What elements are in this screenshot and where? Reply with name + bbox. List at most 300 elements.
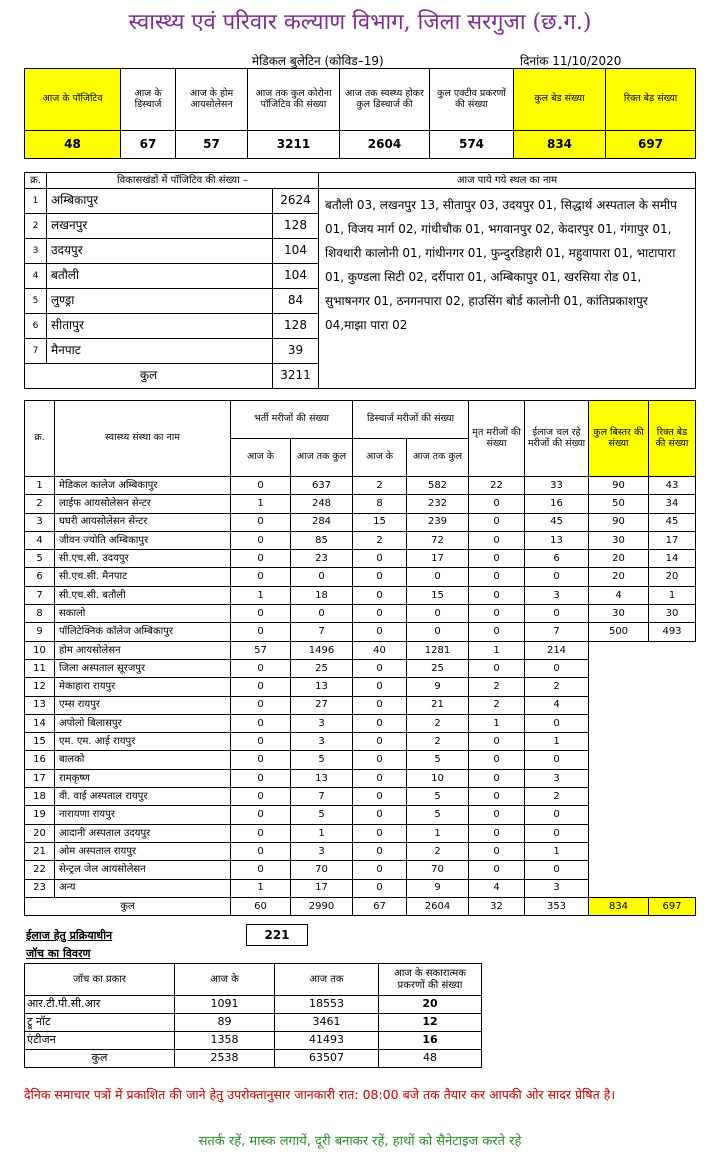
summary-value-row xyxy=(25,131,696,159)
inst-name: अपोलो बिलासपुर xyxy=(55,714,231,732)
dis-total: 2 xyxy=(407,733,469,751)
inst-total-treat: 353 xyxy=(525,897,589,915)
dis-today: 0 xyxy=(353,788,407,806)
empty-cell xyxy=(589,733,696,751)
inst-sn: 4 xyxy=(25,531,55,549)
deaths: 0 xyxy=(469,531,525,549)
dis-today: 0 xyxy=(353,824,407,842)
dis-total: 9 xyxy=(407,879,469,897)
inst-sn: 16 xyxy=(25,751,55,769)
adm-today: 0 xyxy=(231,751,291,769)
block-sn: 1 xyxy=(25,189,47,214)
tests-header: आज के xyxy=(175,964,275,996)
dis-total: 2 xyxy=(407,842,469,860)
inst-name: एम्स रायपुर xyxy=(55,696,231,714)
deaths: 0 xyxy=(469,806,525,824)
deaths: 0 xyxy=(469,769,525,787)
institution-row xyxy=(25,696,696,714)
inst-name: मेडिकल कालेज अम्बिकापुर xyxy=(55,477,231,495)
dis-today: 0 xyxy=(353,659,407,677)
dis-total: 0 xyxy=(407,605,469,623)
under-treatment: 2 xyxy=(525,678,589,696)
dis-today: 0 xyxy=(353,733,407,751)
tests-header-row xyxy=(25,964,482,996)
adm-today: 0 xyxy=(231,531,291,549)
adm-total: 85 xyxy=(291,531,353,549)
block-count: 39 xyxy=(273,339,319,364)
deaths: 0 xyxy=(469,568,525,586)
inst-name: सेन्ट्रल जेल आयसोलेसन xyxy=(55,861,231,879)
bulletin-date: दिनांक 11/10/2020 xyxy=(520,54,622,68)
test-total-label: कुल xyxy=(25,1050,175,1068)
institution-row xyxy=(25,623,696,641)
deaths: 0 xyxy=(469,842,525,860)
under-treatment: 0 xyxy=(525,659,589,677)
empty-cell xyxy=(589,861,696,879)
inst-total-vacant: 697 xyxy=(649,897,696,915)
under-treatment: 3 xyxy=(525,879,589,897)
total-beds: 20 xyxy=(589,550,649,568)
adm-total: 0 xyxy=(291,605,353,623)
institution-row xyxy=(25,769,696,787)
under-treatment: 1 xyxy=(525,733,589,751)
under-treatment: 0 xyxy=(525,751,589,769)
adm-today: 0 xyxy=(231,623,291,641)
inst-sn: 8 xyxy=(25,605,55,623)
adm-today: 1 xyxy=(231,495,291,513)
adm-today: 0 xyxy=(231,824,291,842)
footer-note: दैनिक समाचार पत्रों में प्रकाशित की जाने हेतु उपरोक्तानुसार जानकारी रात: 08:00 बजे तक तैयार कर आपकी ओर सादर प्रेषित है। xyxy=(24,1087,616,1102)
under-treatment: 45 xyxy=(525,513,589,531)
adm-today: 0 xyxy=(231,550,291,568)
adm-total-header: आज तक कुल xyxy=(291,439,353,477)
test-positive: 12 xyxy=(379,1014,482,1032)
block-sn: 3 xyxy=(25,239,47,264)
tests-row xyxy=(25,1014,482,1032)
dis-total: 1281 xyxy=(407,641,469,659)
deaths: 1 xyxy=(469,641,525,659)
adm-total: 13 xyxy=(291,769,353,787)
deaths: 4 xyxy=(469,879,525,897)
tests-header: आज तक xyxy=(275,964,379,996)
inst-name: जीवन ज्योति अम्बिकापुर xyxy=(55,531,231,549)
empty-cell xyxy=(589,696,696,714)
block-name: सीतापुर xyxy=(47,314,273,339)
test-type: एंटीजन xyxy=(25,1032,175,1050)
institution-row xyxy=(25,513,696,531)
adm-today: 1 xyxy=(231,586,291,604)
block-sn: 2 xyxy=(25,214,47,239)
adm-total: 23 xyxy=(291,550,353,568)
block-sn-header: क्र. xyxy=(25,173,47,189)
summary-value: 48 xyxy=(25,131,121,159)
inst-total-dis-today: 67 xyxy=(353,897,407,915)
inst-sn: 20 xyxy=(25,824,55,842)
institution-row xyxy=(25,531,696,549)
test-today: 89 xyxy=(175,1014,275,1032)
under-treatment: 4 xyxy=(525,696,589,714)
total-beds: 20 xyxy=(589,568,649,586)
inst-name: सकालो xyxy=(55,605,231,623)
adm-today: 0 xyxy=(231,714,291,732)
dis-today: 0 xyxy=(353,623,407,641)
adm-today: 0 xyxy=(231,788,291,806)
inst-sn: 13 xyxy=(25,696,55,714)
block-count: 104 xyxy=(273,239,319,264)
adm-total: 284 xyxy=(291,513,353,531)
adm-today: 0 xyxy=(231,769,291,787)
block-row xyxy=(25,189,696,214)
admitted-header: भर्ती मरीजों की संख्या xyxy=(231,401,353,439)
dis-total: 9 xyxy=(407,678,469,696)
adm-today: 0 xyxy=(231,513,291,531)
dis-today: 0 xyxy=(353,806,407,824)
inst-name: रामकृष्ण xyxy=(55,769,231,787)
block-sn: 6 xyxy=(25,314,47,339)
dis-total: 239 xyxy=(407,513,469,531)
dis-today: 40 xyxy=(353,641,407,659)
under-treatment-header: ईलाज चल रहे मरीजों की संख्या xyxy=(525,401,589,477)
dis-total: 17 xyxy=(407,550,469,568)
deaths: 2 xyxy=(469,696,525,714)
under-treatment: 0 xyxy=(525,861,589,879)
deaths: 0 xyxy=(469,824,525,842)
summary-value: 697 xyxy=(606,131,696,159)
adm-today: 0 xyxy=(231,806,291,824)
empty-cell xyxy=(589,659,696,677)
test-today: 1091 xyxy=(175,996,275,1014)
tests-header: जॉच का प्रकार xyxy=(25,964,175,996)
adm-today: 0 xyxy=(231,678,291,696)
summary-header-row xyxy=(25,69,696,131)
block-total-value: 3211 xyxy=(273,364,319,389)
dis-today: 0 xyxy=(353,861,407,879)
institution-row xyxy=(25,568,696,586)
adm-today: 57 xyxy=(231,641,291,659)
places-list: बतौली 03, लखनपुर 13, सीतापुर 03, उदयपुर 01, सिद्धार्थ अस्पताल के समीप 01, विजय मार्ग 02, गांधीचौक 01, भगवानपुर 02, केदारपुर 01, गंगापुर 01, शिवधारी कालोनी 01, गांधीनगर 01, फुन्दुरडिहारी 01, महुवापारा 01, भाटापारा 01, कुण्डला सिटी 02, दर्रीपारा 01, अम्बिकापुर 01, खरसिया रोड 01, सुभाषनगर 01, ठनगनपारा 02, हाउसिंग बोर्ड कालोनी 01, कांतिप्रकाशपुर 04,माझा पारा 02 xyxy=(319,189,696,389)
institution-row xyxy=(25,788,696,806)
block-name: लखनपुर xyxy=(47,214,273,239)
inst-total-deaths: 32 xyxy=(469,897,525,915)
summary-header: कुल बेड संख्या xyxy=(514,69,606,131)
deaths: 0 xyxy=(469,605,525,623)
under-treatment: 1 xyxy=(525,842,589,860)
test-total: 3461 xyxy=(275,1014,379,1032)
adm-total: 17 xyxy=(291,879,353,897)
inst-name: ओम अस्पताल रायपुर xyxy=(55,842,231,860)
dis-total: 1 xyxy=(407,824,469,842)
under-treatment: 214 xyxy=(525,641,589,659)
deaths: 0 xyxy=(469,788,525,806)
block-name: लुण्ड्रा xyxy=(47,289,273,314)
under-treatment: 3 xyxy=(525,769,589,787)
adm-total: 7 xyxy=(291,788,353,806)
adm-today: 0 xyxy=(231,568,291,586)
dis-total: 0 xyxy=(407,568,469,586)
block-count: 2624 xyxy=(273,189,319,214)
empty-cell xyxy=(589,842,696,860)
dis-total: 232 xyxy=(407,495,469,513)
institution-row xyxy=(25,824,696,842)
inst-sn: 12 xyxy=(25,678,55,696)
inst-sn: 14 xyxy=(25,714,55,732)
empty-cell xyxy=(589,751,696,769)
dis-today: 0 xyxy=(353,842,407,860)
under-treatment: 3 xyxy=(525,586,589,604)
adm-total: 248 xyxy=(291,495,353,513)
under-process-value: 221 xyxy=(246,924,308,946)
dis-total: 15 xyxy=(407,586,469,604)
inst-total-label: कुल xyxy=(25,897,231,915)
test-today: 1358 xyxy=(175,1032,275,1050)
institution-row xyxy=(25,477,696,495)
deaths: 0 xyxy=(469,586,525,604)
vacant-beds: 45 xyxy=(649,513,696,531)
empty-cell xyxy=(589,824,696,842)
summary-value: 574 xyxy=(430,131,514,159)
summary-table xyxy=(24,68,696,159)
deaths: 0 xyxy=(469,623,525,641)
inst-name: नारायणा रायपुर xyxy=(55,806,231,824)
inst-sn: 3 xyxy=(25,513,55,531)
empty-cell xyxy=(589,879,696,897)
block-count: 84 xyxy=(273,289,319,314)
deaths: 0 xyxy=(469,513,525,531)
empty-cell xyxy=(589,806,696,824)
institution-row xyxy=(25,842,696,860)
summary-header: आज के डिस्चार्ज xyxy=(121,69,176,131)
deaths: 0 xyxy=(469,659,525,677)
test-total-positive: 48 xyxy=(379,1050,482,1068)
deaths: 0 xyxy=(469,861,525,879)
adm-total: 25 xyxy=(291,659,353,677)
inst-sn: 21 xyxy=(25,842,55,860)
summary-header: आज के होम आयसोलेसन xyxy=(176,69,248,131)
dis-today: 0 xyxy=(353,769,407,787)
inst-sn: 5 xyxy=(25,550,55,568)
inst-name: सी.एच.सी. बतौली xyxy=(55,586,231,604)
under-treatment: 0 xyxy=(525,568,589,586)
institution-row xyxy=(25,861,696,879)
inst-name: सी.एच.सी. उदयपुर xyxy=(55,550,231,568)
under-treatment: 13 xyxy=(525,531,589,549)
dis-total: 72 xyxy=(407,531,469,549)
institution-total-row xyxy=(25,897,696,915)
block-table xyxy=(24,172,696,389)
inst-sn: 19 xyxy=(25,806,55,824)
adm-today-header: आज के xyxy=(231,439,291,477)
inst-sn: 2 xyxy=(25,495,55,513)
adm-total: 18 xyxy=(291,586,353,604)
dis-total: 582 xyxy=(407,477,469,495)
under-treatment: 7 xyxy=(525,623,589,641)
inst-name: होम आयसोलेसन xyxy=(55,641,231,659)
dis-today: 0 xyxy=(353,714,407,732)
empty-cell xyxy=(589,714,696,732)
summary-value: 3211 xyxy=(248,131,340,159)
empty-cell xyxy=(589,788,696,806)
adm-total: 27 xyxy=(291,696,353,714)
dis-today: 0 xyxy=(353,751,407,769)
summary-value: 57 xyxy=(176,131,248,159)
institution-row xyxy=(25,751,696,769)
block-name-header: विकासखंडों में पॉजिटिव की संख्या – xyxy=(47,173,319,189)
inst-sn: 11 xyxy=(25,659,55,677)
dis-total: 2 xyxy=(407,714,469,732)
institution-row xyxy=(25,641,696,659)
dis-total: 70 xyxy=(407,861,469,879)
dis-today: 2 xyxy=(353,477,407,495)
adm-today: 0 xyxy=(231,605,291,623)
total-beds-header: कुल बिस्तर की संख्या xyxy=(589,401,649,477)
summary-header: रिक्त बेड संख्या xyxy=(606,69,696,131)
institution-row xyxy=(25,806,696,824)
under-treatment: 0 xyxy=(525,605,589,623)
empty-cell xyxy=(589,678,696,696)
inst-name: सी.एच.सी. मैनपाट xyxy=(55,568,231,586)
institution-row xyxy=(25,495,696,513)
deaths: 0 xyxy=(469,495,525,513)
inst-sn: 9 xyxy=(25,623,55,641)
block-total-label: कुल xyxy=(25,364,273,389)
dis-today-header: आज के xyxy=(353,439,407,477)
inst-name: आदानी अस्पताल उदयपुर xyxy=(55,824,231,842)
inst-name: घघरी आयसोलेसन सेन्टर xyxy=(55,513,231,531)
vacant-beds: 34 xyxy=(649,495,696,513)
inst-sn: 18 xyxy=(25,788,55,806)
total-beds: 4 xyxy=(589,586,649,604)
places-header: आज पाये गये स्थल का नाम xyxy=(319,173,696,189)
test-positive: 20 xyxy=(379,996,482,1014)
block-sn: 7 xyxy=(25,339,47,364)
inst-name: लाईफ आयसोलेसन सेन्टर xyxy=(55,495,231,513)
total-beds: 30 xyxy=(589,531,649,549)
deaths-header: मृत मरीजों की संख्या xyxy=(469,401,525,477)
dis-total: 5 xyxy=(407,751,469,769)
adm-today: 0 xyxy=(231,659,291,677)
institution-rows xyxy=(25,477,696,898)
institution-row xyxy=(25,678,696,696)
adm-total: 13 xyxy=(291,678,353,696)
adm-total: 3 xyxy=(291,842,353,860)
under-treatment: 33 xyxy=(525,477,589,495)
test-total: 18553 xyxy=(275,996,379,1014)
dis-today: 0 xyxy=(353,879,407,897)
vacant-beds: 1 xyxy=(649,586,696,604)
inst-name: मेकाहारा रायपुर xyxy=(55,678,231,696)
block-sn: 5 xyxy=(25,289,47,314)
dis-today: 0 xyxy=(353,696,407,714)
inst-name: वी. वाई अस्पताल रायपुर xyxy=(55,788,231,806)
inst-sn-header: क्र. xyxy=(25,401,55,477)
summary-value: 834 xyxy=(514,131,606,159)
adm-today: 1 xyxy=(231,879,291,897)
block-name: अम्बिकापुर xyxy=(47,189,273,214)
dis-today: 8 xyxy=(353,495,407,513)
adm-total: 5 xyxy=(291,806,353,824)
vacant-beds-header: रिक्त बेड की संख्या xyxy=(649,401,696,477)
summary-header: कुल एक्टीव प्रकरणों की संख्या xyxy=(430,69,514,131)
total-beds: 500 xyxy=(589,623,649,641)
dis-total: 10 xyxy=(407,769,469,787)
block-name: उदयपुर xyxy=(47,239,273,264)
dis-total: 0 xyxy=(407,623,469,641)
deaths: 0 xyxy=(469,733,525,751)
deaths: 0 xyxy=(469,751,525,769)
footer-slogan: सतर्क रहें, मास्क लगायें, दूरी बनाकर रहें, हाथों को सैनेटाइज करते रहे xyxy=(198,1134,522,1149)
block-count: 128 xyxy=(273,314,319,339)
inst-sn: 1 xyxy=(25,477,55,495)
tests-header: आज के सकारात्मक प्रकरणों की संख्या xyxy=(379,964,482,996)
tests-row xyxy=(25,996,482,1014)
institution-row xyxy=(25,605,696,623)
total-beds: 90 xyxy=(589,513,649,531)
summary-value: 67 xyxy=(121,131,176,159)
inst-name: जिला अस्पताल सूरजपुर xyxy=(55,659,231,677)
under-treatment: 6 xyxy=(525,550,589,568)
vacant-beds: 43 xyxy=(649,477,696,495)
dis-total: 5 xyxy=(407,806,469,824)
inst-name: पॉलिटेक्निक कॉलेज अम्बिकापुर xyxy=(55,623,231,641)
tests-total-row xyxy=(25,1050,482,1068)
dis-today: 2 xyxy=(353,531,407,549)
institution-row xyxy=(25,879,696,897)
bulletin-subtitle: मेडिकल बुलेटिन (कोविड–19) xyxy=(252,54,384,68)
under-treatment: 16 xyxy=(525,495,589,513)
inst-name: अन्य xyxy=(55,879,231,897)
institution-row xyxy=(25,733,696,751)
under-treatment: 0 xyxy=(525,714,589,732)
test-positive: 16 xyxy=(379,1032,482,1050)
dis-total: 25 xyxy=(407,659,469,677)
dis-total: 5 xyxy=(407,788,469,806)
inst-sn: 7 xyxy=(25,586,55,604)
block-sn: 4 xyxy=(25,264,47,289)
page-title: स्वास्थ्य एवं परिवार कल्याण विभाग, जिला सरगुजा (छ.ग.) xyxy=(128,10,592,35)
adm-today: 0 xyxy=(231,733,291,751)
deaths: 0 xyxy=(469,550,525,568)
inst-total-adm-total: 2990 xyxy=(291,897,353,915)
test-total-total: 63507 xyxy=(275,1050,379,1068)
under-process-label: ईलाज हेतु प्रक्रियाधीन xyxy=(26,929,113,942)
dis-today: 15 xyxy=(353,513,407,531)
dis-total-header: आज तक कुल xyxy=(407,439,469,477)
adm-today: 0 xyxy=(231,477,291,495)
block-count: 128 xyxy=(273,214,319,239)
inst-sn: 22 xyxy=(25,861,55,879)
under-treatment: 2 xyxy=(525,788,589,806)
test-total-today: 2538 xyxy=(175,1050,275,1068)
institution-table xyxy=(24,400,696,916)
adm-today: 0 xyxy=(231,861,291,879)
inst-sn: 17 xyxy=(25,769,55,787)
empty-cell xyxy=(589,769,696,787)
block-name: मैनपाट xyxy=(47,339,273,364)
block-header-row xyxy=(25,173,696,189)
inst-total-beds: 834 xyxy=(589,897,649,915)
inst-name: एम. एम. आई रायपुर xyxy=(55,733,231,751)
summary-header: आज तक कुल कोरोना पॉजिटिव की संख्या xyxy=(248,69,340,131)
summary-header: आज तक स्वस्थ्य होकर कुल डिस्चार्ज की xyxy=(340,69,430,131)
inst-total-adm-today: 60 xyxy=(231,897,291,915)
inst-name: बालको xyxy=(55,751,231,769)
institution-row xyxy=(25,550,696,568)
tests-table xyxy=(24,963,482,1068)
adm-total: 0 xyxy=(291,568,353,586)
total-beds: 30 xyxy=(589,605,649,623)
tests-title: जॉच का विवरण xyxy=(26,947,91,960)
adm-total: 637 xyxy=(291,477,353,495)
